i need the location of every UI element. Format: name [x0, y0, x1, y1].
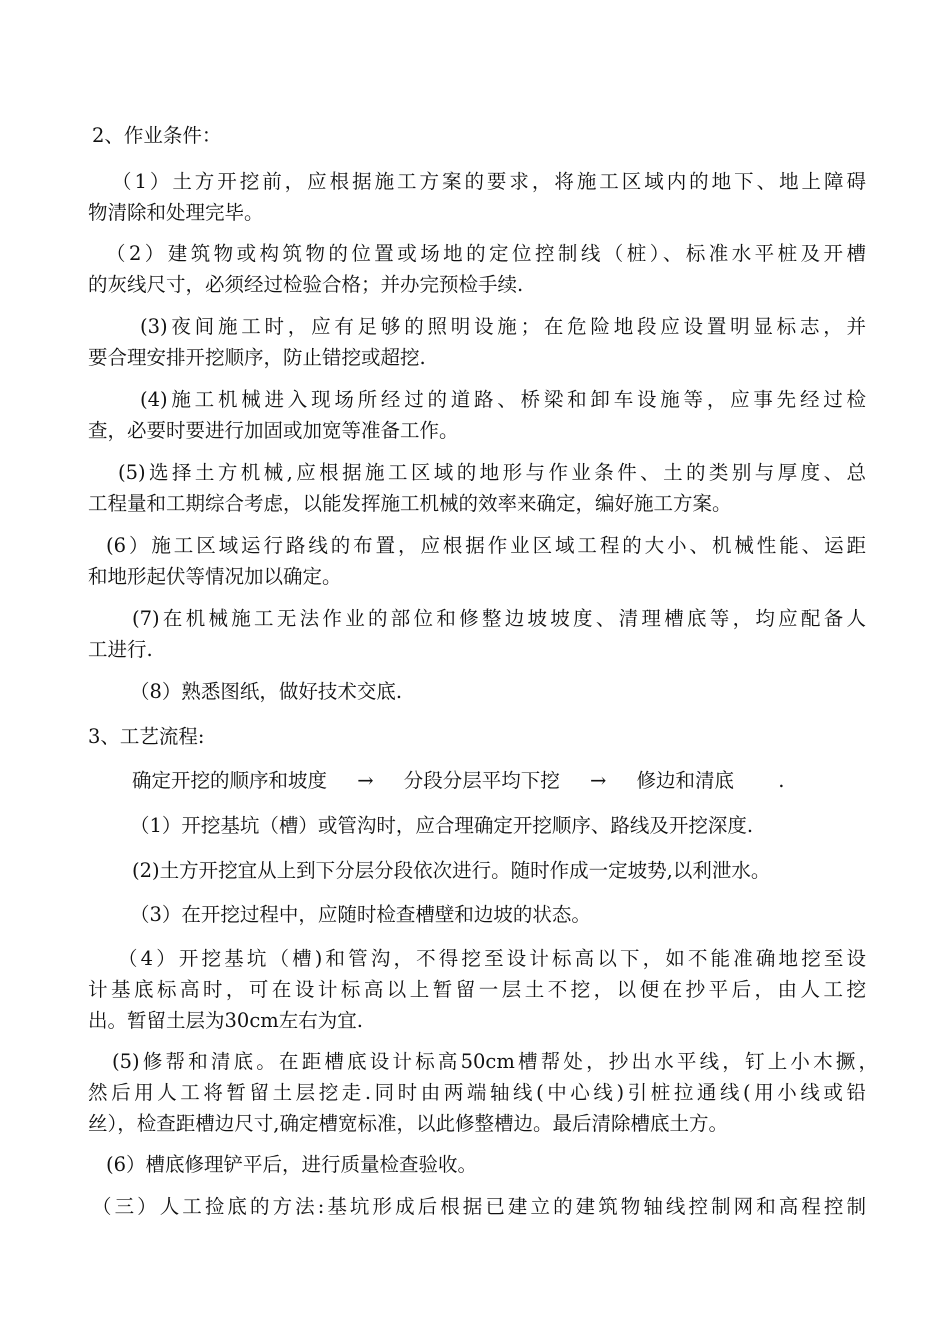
- paragraph-line: (4)施工机械进入现场所经过的道路、桥梁和卸车设施等，应事先经过检: [140, 388, 866, 411]
- paragraph-line: 物清除和处理完毕。: [88, 201, 264, 224]
- paragraph-line: 然后用人工将暂留土层挖走.同时由两端轴线(中心线)引桩拉通线(用小线或铅: [88, 1081, 866, 1104]
- paragraph-line: （4）开挖基坑（槽)和管沟，不得挖至设计标高以下，如不能准确地挖至设: [118, 947, 866, 970]
- heading-work-conditions: 2、作业条件：: [92, 124, 222, 147]
- paragraph-line: (6）槽底修理铲平后，进行质量检查验收。: [106, 1153, 478, 1176]
- paragraph-line: 的灰线尺寸，必须经过检验合格；并办完预检手续.: [88, 273, 524, 296]
- flow-step-2: 分段分层平均下挖: [403, 769, 560, 792]
- section-heading-manual-bottom-cleaning: （三）人工捡底的方法:基坑形成后根据已建立的建筑物轴线控制网和高程控制: [92, 1195, 866, 1218]
- flow-step-3: 修边和清底: [636, 769, 735, 792]
- arrow-right-icon: →: [589, 769, 607, 792]
- flow-end-period: .: [778, 769, 785, 792]
- paragraph-line: （1）土方开挖前，应根据施工方案的要求，将施工区域内的地下、地上障碍: [112, 170, 866, 193]
- paragraph-line: 工进行.: [88, 638, 153, 661]
- paragraph-line: 和地形起伏等情况加以确定。: [88, 565, 342, 588]
- paragraph-line: (5)选择土方机械,应根据施工区域的地形与作业条件、土的类别与厚度、总: [118, 461, 866, 484]
- paragraph-line: 计基底标高时，可在设计标高以上暂留一层土不挖，以便在抄平后，由人工挖: [88, 978, 866, 1001]
- arrow-right-icon: →: [357, 769, 374, 792]
- paragraph-line: (3)夜间施工时，应有足够的照明设施；在危险地段应设置明显标志，并: [140, 315, 866, 338]
- flow-step-1: 确定开挖的顺序和坡度: [132, 769, 328, 792]
- paragraph-line: 丝），检查距槽边尺寸,确定槽宽标准，以此修整槽边。最后清除槽底土方。: [88, 1112, 728, 1135]
- paragraph-line: 查，必要时要进行加固或加宽等准备工作。: [88, 419, 459, 442]
- heading-process-flow: 3、工艺流程:: [88, 725, 205, 748]
- paragraph-line: (6）施工区域运行路线的布置，应根据作业区域工程的大小、机械性能、运距: [106, 534, 866, 557]
- paragraph-line: （2）建筑物或构筑物的位置或场地的定位控制线（桩）、标准水平桩及开槽: [106, 242, 866, 265]
- paragraph-line: (7)在机械施工无法作业的部位和修整边坡坡度、清理槽底等，均应配备人: [132, 607, 866, 630]
- paragraph-line: 工程量和工期综合考虑，以能发挥施工机械的效率来确定，编好施工方案。: [88, 492, 732, 515]
- paragraph-line: （3）在开挖过程中，应随时检查槽壁和边坡的状态。: [130, 903, 591, 926]
- paragraph-line: 要合理安排开挖顺序，防止错挖或超挖.: [88, 346, 426, 369]
- paragraph-line: （1）开挖基坑（槽）或管沟时，应合理确定开挖顺序、路线及开挖深度.: [130, 814, 754, 837]
- paragraph-line: (2)土方开挖宜从上到下分层分段依次进行。随时作成一定坡势,以利泄水。: [132, 859, 771, 882]
- paragraph-line: （8）熟悉图纸，做好技术交底.: [130, 680, 403, 703]
- process-flow: [132, 765, 872, 796]
- paragraph-line: (5)修帮和清底。在距槽底设计标高50cm槽帮处，抄出水平线，钉上小木撅，: [112, 1050, 878, 1073]
- paragraph-line: 出。暂留土层为30cm左右为宜.: [88, 1009, 363, 1032]
